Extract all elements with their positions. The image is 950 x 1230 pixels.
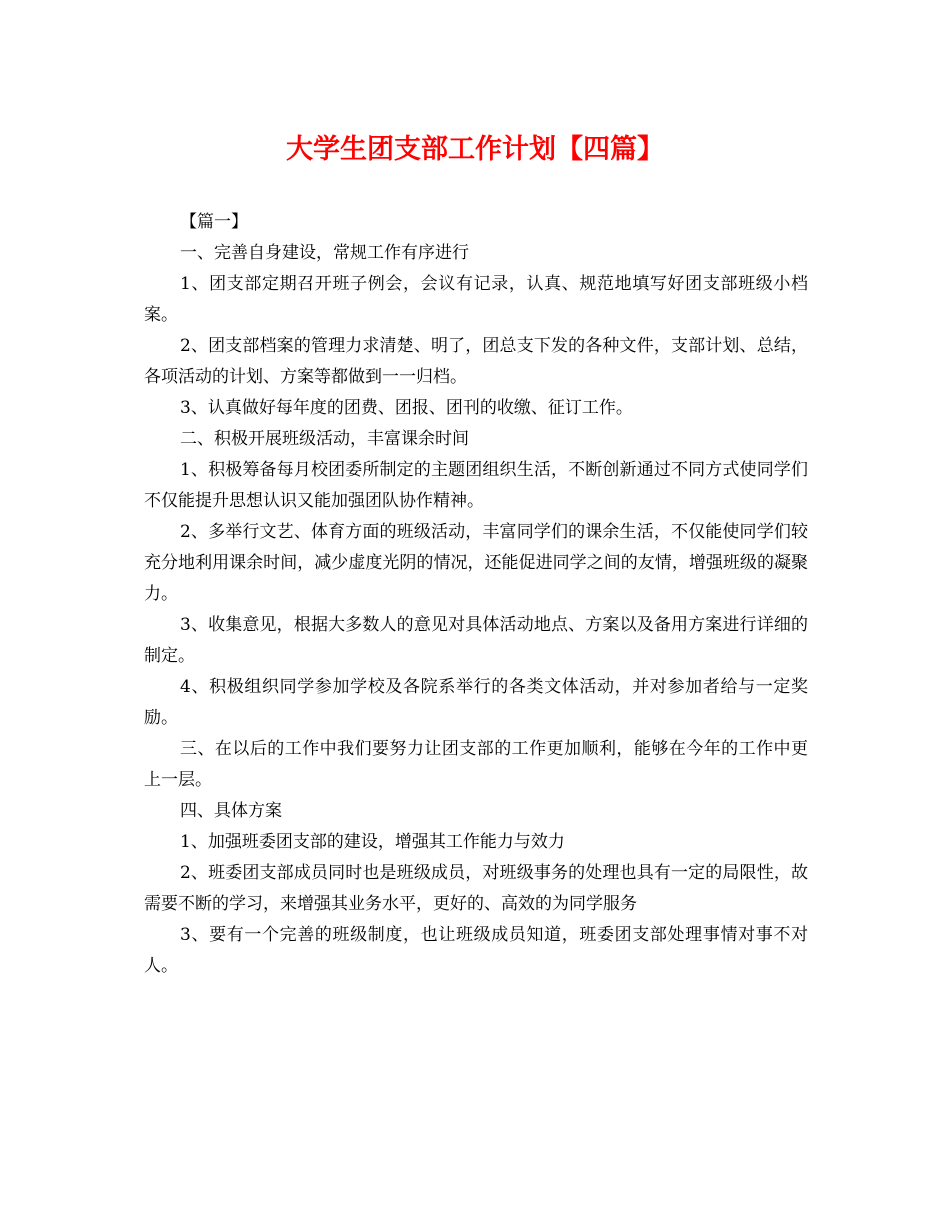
paragraph: 2、多举行文艺、体育方面的班级活动，丰富同学们的课余生活，不仅能使同学们较充分地利用课余时间，减少虚度光阴的情况，还能促进同学之间的友情，增强班级的凝聚力。 xyxy=(144,522,808,604)
section-label: 【篇一】 xyxy=(180,212,248,232)
document-body xyxy=(144,207,808,982)
heading-2: 二、积极开展班级活动，丰富课余时间 xyxy=(180,429,469,449)
paragraph: 4、积极组织同学参加学校及各院系举行的各类文体活动，并对参加者给与一定奖励。 xyxy=(144,677,808,728)
paragraph: 2、团支部档案的管理力求清楚、明了，团总支下发的各种文件，支部计划、总结，各项活动的计划、方案等都做到一一归档。 xyxy=(144,336,808,387)
heading-1: 一、完善自身建设，常规工作有序进行 xyxy=(180,243,469,263)
paragraph: 3、要有一个完善的班级制度，也让班级成员知道，班委团支部处理事情对事不对人。 xyxy=(144,925,808,976)
paragraph: 1、团支部定期召开班子例会，会议有记录，认真、规范地填写好团支部班级小档案。 xyxy=(144,274,808,325)
heading-3: 三、在以后的工作中我们要努力让团支部的工作更加顺利，能够在今年的工作中更上一层。 xyxy=(144,739,808,790)
paragraph: 2、班委团支部成员同时也是班级成员，对班级事务的处理也具有一定的局限性，故需要不断的学习，来增强其业务水平，更好的、高效的为同学服务 xyxy=(144,863,808,914)
paragraph: 3、认真做好每年度的团费、团报、团刊的收缴、征订工作。 xyxy=(180,398,633,418)
paragraph: 1、加强班委团支部的建设，增强其工作能力与效力 xyxy=(180,832,565,852)
heading-4: 四、具体方案 xyxy=(180,801,282,821)
document-title: 大学生团支部工作计划【四篇】 xyxy=(286,134,664,165)
paragraph: 3、收集意见，根据大多数人的意见对具体活动地点、方案以及备用方案进行详细的制定。 xyxy=(144,615,808,666)
paragraph: 1、积极筹备每月校团委所制定的主题团组织生活，不断创新通过不同方式使同学们不仅能提升思想认识又能加强团队协作精神。 xyxy=(144,460,808,511)
